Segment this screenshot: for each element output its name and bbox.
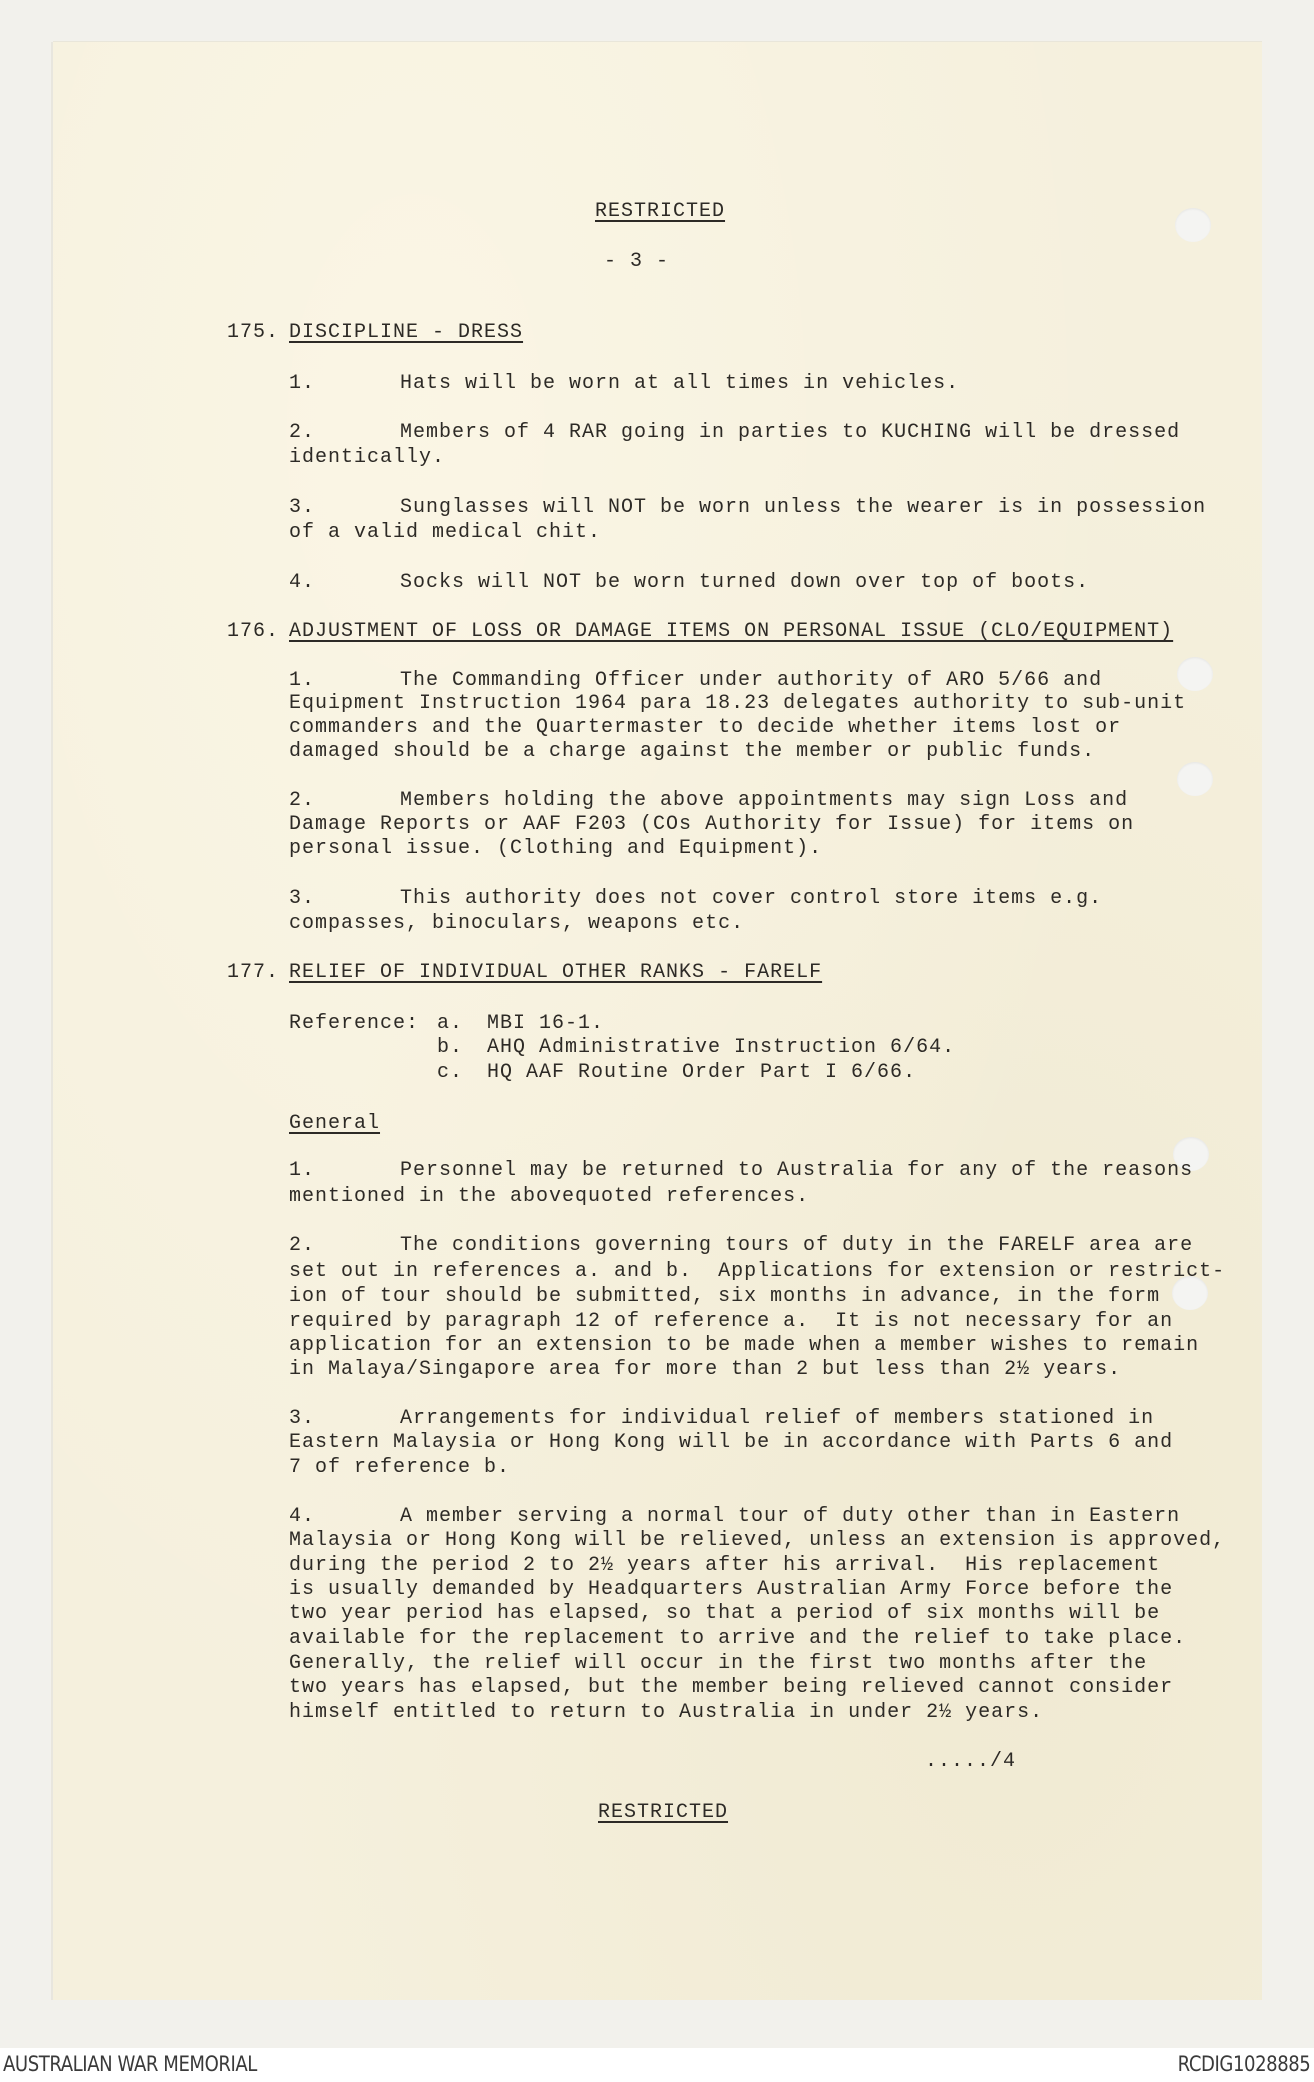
paragraph-line: Malaysia or Hong Kong will be relieved, unless an extension is approved, — [289, 1529, 1226, 1552]
punch-hole — [1177, 657, 1213, 691]
institution-name: AUSTRALIAN WAR MEMORIAL — [3, 2052, 257, 2076]
paragraph-line: Members of 4 RAR going in parties to KUCHING will be dressed — [400, 421, 1181, 444]
continuation-marker: ...../4 — [925, 1750, 1017, 1773]
paragraph-number: 4. — [289, 571, 316, 594]
reference-label: Reference: — [289, 1012, 420, 1035]
paragraph-line: in Malaya/Singapore area for more than 2 but less than 2½ years. — [289, 1358, 1122, 1381]
paragraph-line: identically. — [289, 446, 446, 469]
paragraph-line: during the period 2 to 2½ years after his arrival. His replacement — [289, 1554, 1161, 1577]
paragraph-line: application for an extension to be made when a member wishes to remain — [289, 1334, 1200, 1357]
paragraph-line: is usually demanded by Headquarters Australian Army Force before the — [289, 1578, 1174, 1601]
paragraph-line: Personnel may be returned to Australia for any of the reasons — [400, 1159, 1194, 1182]
paragraph-line: two years has elapsed, but the member being relieved cannot consider — [289, 1676, 1174, 1699]
page-number: - 3 - — [604, 250, 670, 273]
section-title: ADJUSTMENT OF LOSS OR DAMAGE ITEMS ON PERSONAL ISSUE (CLO/EQUIPMENT) — [289, 620, 1174, 643]
paragraph-number: 1. — [289, 372, 316, 395]
paragraph-line: A member serving a normal tour of duty other than in Eastern — [400, 1505, 1181, 1528]
paragraph-line: Hats will be worn at all times in vehicles. — [400, 372, 960, 395]
paragraph-line: The Commanding Officer under authority of ARO 5/66 and — [400, 669, 1103, 692]
classification-header: RESTRICTED — [595, 200, 726, 223]
paragraph-line: This authority does not cover control store items e.g. — [400, 887, 1103, 910]
paragraph-line: personal issue. (Clothing and Equipment). — [289, 837, 823, 860]
paragraph-line: required by paragraph 12 of reference a. It is not necessary for an — [289, 1310, 1174, 1333]
paragraph-line: Members holding the above appointments may sign Loss and — [400, 789, 1129, 812]
paragraph-number: 4. — [289, 1505, 316, 1528]
paragraph-line: 7 of reference b. — [289, 1456, 511, 1479]
paragraph-line: Generally, the relief will occur in the first two months after the — [289, 1652, 1148, 1675]
paragraph-line: commanders and the Quartermaster to decide whether items lost or — [289, 716, 1122, 739]
paragraph-line: Damage Reports or AAF F203 (COs Authority for Issue) for items on — [289, 813, 1135, 836]
reference-letter: b. — [437, 1036, 464, 1059]
punch-hole — [1175, 208, 1211, 242]
section-title: DISCIPLINE - DRESS — [289, 321, 524, 344]
record-id: RCDIG1028885 — [1177, 2052, 1310, 2076]
paragraph-line: of a valid medical chit. — [289, 521, 602, 544]
paragraph-line: Sunglasses will NOT be worn unless the wearer is in possession — [400, 496, 1207, 519]
paragraph-line: himself entitled to return to Australia in under 2½ years. — [289, 1701, 1044, 1724]
reference-text: MBI 16-1. — [487, 1012, 605, 1035]
paragraph-number: 3. — [289, 1407, 316, 1430]
paragraph-line: ion of tour should be submitted, six months in advance, in the form — [289, 1285, 1161, 1308]
paragraph-number: 2. — [289, 1234, 316, 1257]
subheading-general: General — [289, 1112, 381, 1135]
archive-footer — [0, 2048, 1314, 2082]
classification-footer: RESTRICTED — [598, 1801, 729, 1824]
reference-letter: a. — [437, 1012, 464, 1035]
paragraph-number: 2. — [289, 421, 316, 444]
section-number: 177. — [227, 961, 280, 984]
paragraph-number: 3. — [289, 496, 316, 519]
punch-hole — [1177, 762, 1213, 796]
paragraph-line: mentioned in the abovequoted references. — [289, 1185, 810, 1208]
paragraph-line: Socks will NOT be worn turned down over top of boots. — [400, 571, 1090, 594]
paragraph-line: Arrangements for individual relief of members stationed in — [400, 1407, 1155, 1430]
paragraph-number: 1. — [289, 669, 316, 692]
paragraph-line: two year period has elapsed, so that a period of six months will be — [289, 1602, 1161, 1625]
paragraph-line: set out in references a. and b. Applications for extension or restrict- — [289, 1260, 1226, 1283]
paragraph-line: Equipment Instruction 1964 para 18.23 delegates authority to sub-unit — [289, 692, 1187, 715]
paragraph-number: 3. — [289, 887, 316, 910]
paragraph-line: damaged should be a charge against the member or public funds. — [289, 740, 1096, 763]
paragraph-line: Eastern Malaysia or Hong Kong will be in accordance with Parts 6 and — [289, 1431, 1174, 1454]
paragraph-line: The conditions governing tours of duty in the FARELF area are — [400, 1234, 1194, 1257]
paragraph-line: available for the replacement to arrive and the relief to take place. — [289, 1627, 1187, 1650]
paragraph-line: compasses, binoculars, weapons etc. — [289, 912, 745, 935]
section-number: 176. — [227, 620, 280, 643]
paragraph-number: 1. — [289, 1159, 316, 1182]
reference-letter: c. — [437, 1061, 464, 1084]
section-number: 175. — [227, 321, 280, 344]
reference-text: AHQ Administrative Instruction 6/64. — [487, 1036, 956, 1059]
paragraph-number: 2. — [289, 789, 316, 812]
section-title: RELIEF OF INDIVIDUAL OTHER RANKS - FARELF — [289, 961, 823, 984]
reference-text: HQ AAF Routine Order Part I 6/66. — [487, 1061, 917, 1084]
